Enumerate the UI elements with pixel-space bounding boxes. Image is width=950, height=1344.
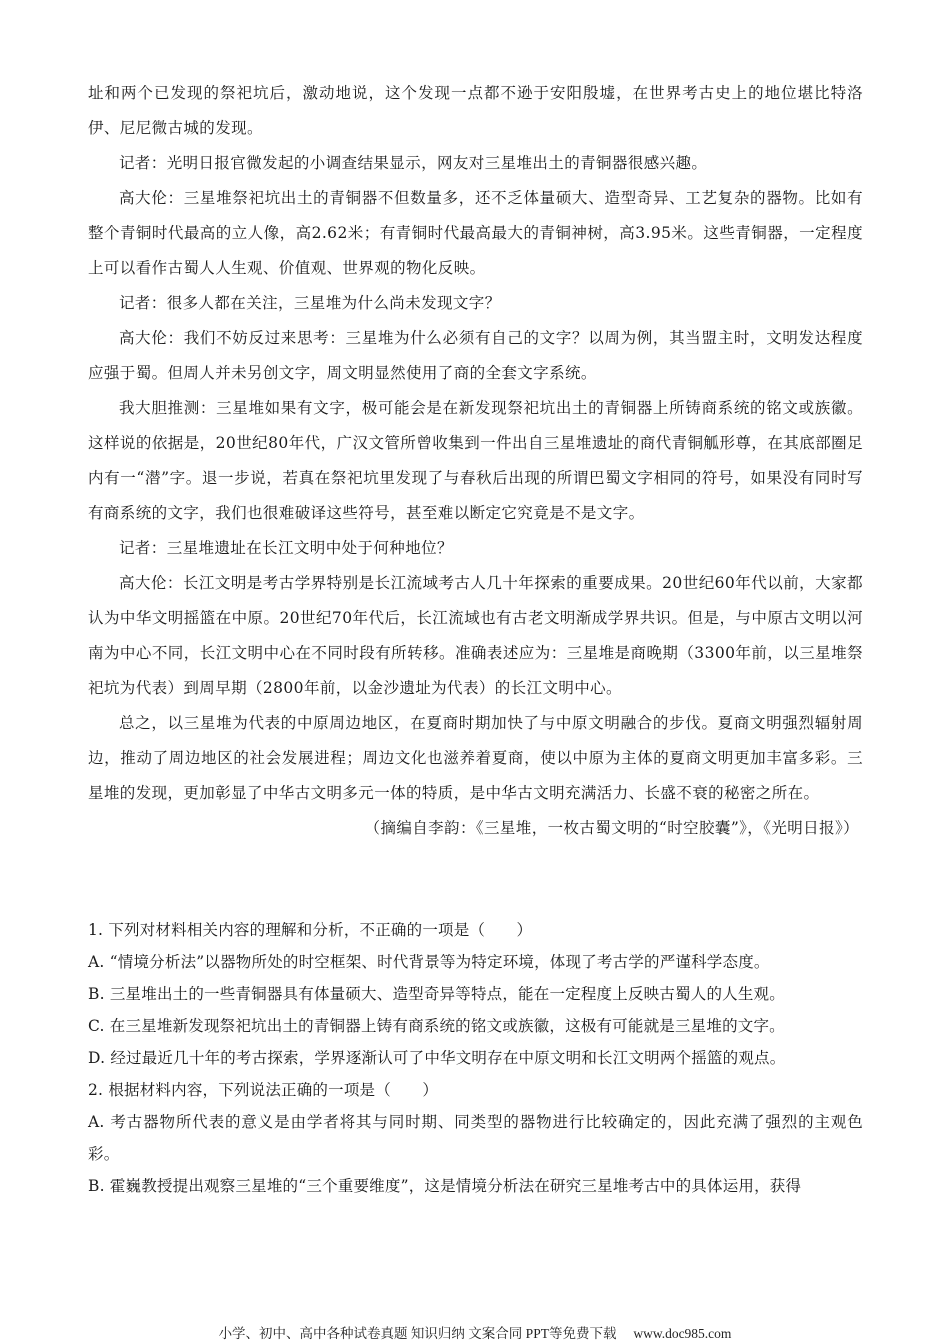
passage-paragraph: 高大伦：我们不妨反过来思考：三星堆为什么必须有自己的文字？以周为例，其当盟主时，文明发达程度应强于蜀。但周人并未另创文字，周文明显然使用了商的全套文字系统。: [88, 329, 863, 382]
question-stem: 1. 下列对材料相关内容的理解和分析，不正确的一项是（ ）: [88, 921, 533, 939]
passage-paragraph: 总之，以三星堆为代表的中原周边地区，在夏商时期加快了与中原文明融合的步伐。夏商文明强烈辐射周边，推动了周边地区的社会发展进程；周边文化也滋养着夏商，使以中原为主体的夏商文明更加丰富多彩。三星堆的发现，更加彰显了中华古文明多元一体的特质，是中华古文明充满活力、长盛不衰的秘密之所在。: [88, 714, 863, 802]
source-citation: （摘编自李韵：《三星堆，一枚古蜀文明的“时空胶囊”》，《光明日报》）: [364, 819, 859, 837]
answer-option: D. 经过最近几十年的考古探索，学界逐渐认可了中华文明存在中原文明和长江文明两个摇篮的观点。: [88, 1049, 786, 1067]
answer-option: B. 霍巍教授提出观察三星堆的“三个重要维度”，这是情境分析法在研究三星堆考古中的具体运用，获得: [88, 1177, 802, 1195]
answer-option: B. 三星堆出土的一些青铜器具有体量硕大、造型奇异等特点，能在一定程度上反映古蜀人的人生观。: [88, 985, 785, 1003]
question-stem: 2. 根据材料内容，下列说法正确的一项是（ ）: [88, 1081, 439, 1099]
answer-option: C. 在三星堆新发现祭祀坑出土的青铜器上铸有商系统的铭文或族徽，这极有可能就是三星堆的文字。: [88, 1017, 785, 1035]
passage-paragraph: 我大胆推测：三星堆如果有文字，极可能会是在新发现祭祀坑出土的青铜器上所铸商系统的铭文或族徽。这样说的依据是，20世纪80年代，广汉文管所曾收集到一件出自三星堆遗址的商代青铜觚形尊，在其底部圈足内有一“潜”字。退一步说，若真在祭祀坑里发现了与春秋后出现的所谓巴蜀文字相同的符号，如果没有同时写有商系统的文字，我们也很难破译这些符号，甚至难以断定它究竟是不是文字。: [88, 399, 863, 522]
passage-paragraph: 址和两个已发现的祭祀坑后，激动地说，这个发现一点都不逊于安阳殷墟，在世界考古史上的地位堪比特洛伊、尼尼微古城的发现。: [88, 84, 863, 137]
passage-paragraph: 高大伦：三星堆祭祀坑出土的青铜器不但数量多，还不乏体量硕大、造型奇异、工艺复杂的器物。比如有整个青铜时代最高的立人像，高2.62米；有青铜时代最高最大的青铜神树，高3.95米。这些青铜器，一定程度上可以看作古蜀人人生观、价值观、世界观的物化反映。: [88, 189, 863, 277]
passage-paragraph: 高大伦：长江文明是考古学界特别是长江流域考古人几十年探索的重要成果。20世纪60年代以前，大家都认为中华文明摇篮在中原。20世纪70年代后，长江流域也有古老文明渐成学界共识。但是，与中原古文明以河南为中心不同，长江文明中心在不同时段有所转移。准确表述应为：三星堆是商晚期（3300年前，以三星堆祭祀坑为代表）到周早期（2800年前，以金沙遗址为代表）的长江文明中心。: [88, 574, 863, 697]
passage-paragraph: 记者：很多人都在关注，三星堆为什么尚未发现文字？: [119, 294, 501, 312]
page-footer: 小学、初中、高中各种试卷真题 知识归纳 文案合同 PPT等免费下载 www.doc985.com: [218, 1326, 732, 1341]
passage-paragraph: 记者：三星堆遗址在长江文明中处于何种地位？: [119, 539, 453, 557]
passage-paragraph: 记者：光明日报官微发起的小调查结果显示，网友对三星堆出土的青铜器很感兴趣。: [119, 154, 708, 172]
answer-option: A. 考古器物所代表的意义是由学者将其与同时期、同类型的器物进行比较确定的，因此充满了强烈的主观色彩。: [88, 1113, 863, 1163]
question-section: [88, 914, 863, 1202]
answer-option: A. “情境分析法”以器物所处的时空框架、时代背景等为特定环境，体现了考古学的严谨科学态度。: [88, 953, 770, 971]
reading-passage: [88, 76, 863, 846]
